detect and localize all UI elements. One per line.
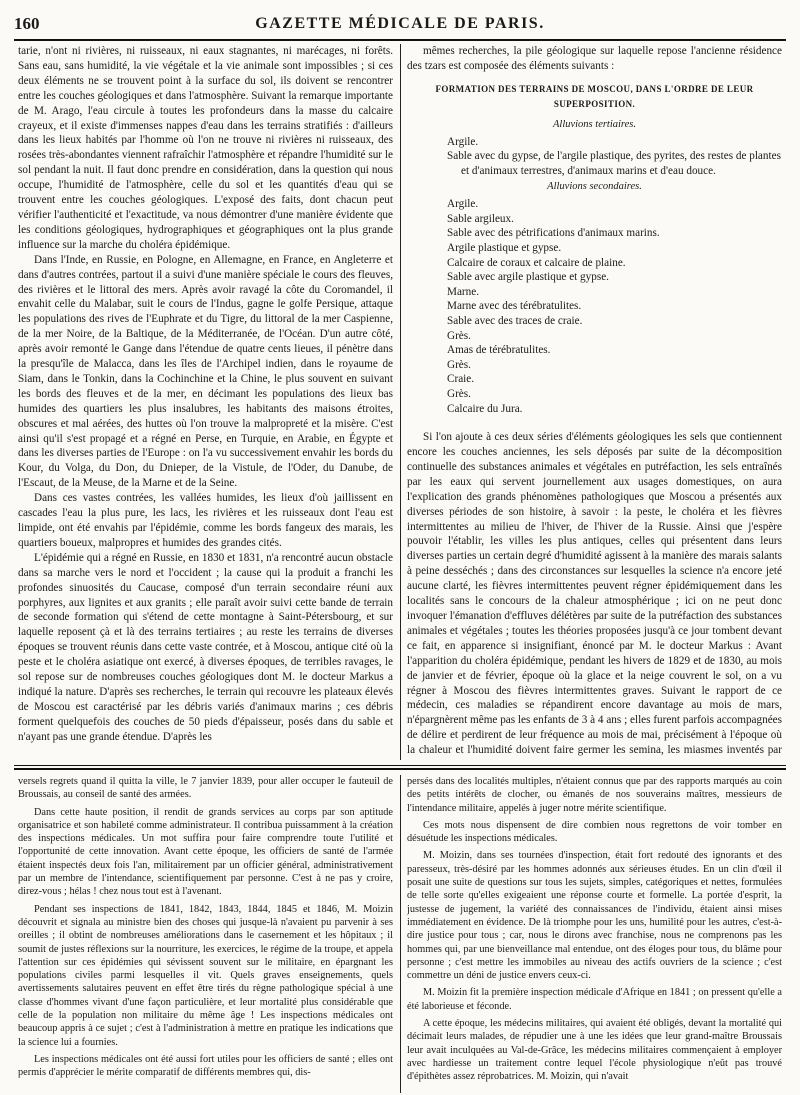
paragraph: M. Moizin, dans ses tournées d'inspection, était fort redouté des ignorants et des paresseux, très-désiré par les hommes adonnés aux sérieuses études. En un clin d'œil il posait une suite de questions sur tous les sujets, simples, catégoriques et nettes, formulées de telle sorte qu'elles exigeaient une réponse courte et formelle. La portée d'esprit, la justesse de jugement, la variété des connaissances de l'individu, étaient ainsi mises immédiatement en évidence. De là triomphe pour les uns, humilité pour les autres, c'est-à-dire justice pour tous ; car, nous le dirons avec franchise, nous ne comprenons pas les hommes qui, par une bienveillance mal entendue, ont des éloges pour tous, du blâme pour personne ; c'est mettre les immobiles au niveau des actifs ouvriers de la science ; c'est commettre un déni de justice envers ceux-ci. (407, 850, 782, 982)
paragraph: M. Moizin fit la première inspection médicale d'Afrique en 1841 ; on pressent qu'elle a été laborieuse et féconde. (407, 987, 782, 1012)
header-rule (14, 39, 786, 41)
list-item: Grès. (447, 329, 471, 342)
list-item: Marne. (447, 285, 479, 298)
table-title: FORMATION DES TERRAINS DE MOSCOU, DANS L'ORDRE DE LEUR SUPERPOSITION. (435, 83, 754, 109)
list-item: Calcaire de coraux et calcaire de plaine. (447, 256, 626, 269)
list-item: Argile. (447, 135, 479, 148)
journal-title: GAZETTE MÉDICALE DE PARIS. (255, 15, 545, 32)
list-item: Sable avec des traces de craie. (447, 314, 583, 327)
bottom-left-column (18, 775, 393, 1093)
paragraph: Ces mots nous dispensent de dire combien nous regrettons de voir tomber en désuétude les inspections médicales. (407, 819, 782, 845)
column-divider (400, 775, 401, 1093)
list-item: Argile plastique et gypse. (447, 242, 562, 254)
paragraph: L'épidémie qui a régné en Russie, en 1830 et 1831, n'a rencontré aucun obstacle dans sa marche vers le nord et l'occident ; la cause qui la produit a franchi les profondes sinuosités du Caucase, composé d'un terrain secondaire réuni aux porphyres, aux lignites et aux granits ; elle paraît avoir suivi cette bande de terrain de seconde formation qui s'étend de cette montagne à Saint-Pétersbourg, et sur laquelle reposent çà et là des terrains tertiaires ; au reste les terrains de diverses époques se trouvent réunis dans cette vaste contrée, et à Moscou, antique cité où la peste et le choléra asiatique ont exercé, à diverses époques, de terribles ravages, le sol repose sur de nombreuses couches géologiques dont M. le docteur Markus a indiqué la nature. D'après ses recherches, le terrain qui recouvre les plateaux élevés de Moscou est caractérisé par les débris variés d'animaux marins ; ces débris forment quelquefois des couches de 50 pieds d'épaisseur, posés dans du sable et n'ayant pas une grande étendue. D'après les (18, 551, 393, 743)
page-header (14, 14, 786, 36)
list-item: Sable argileux. (447, 212, 514, 225)
table-subheading: Alluvions tertiaires. (552, 118, 637, 130)
paragraph: Les inspections médicales ont été aussi fort utiles pour les officiers de santé ; elles ont permis d'apprécier le mérite comparatif de différents membres qui, dis- (18, 1053, 393, 1079)
paragraph: versels regrets quand il quitta la ville, le 7 janvier 1839, pour aller occuper le fauteuil de Broussais, au conseil de santé des armées. (18, 776, 393, 801)
paragraph: A cette époque, les médecins militaires, qui avaient été obligés, devant la mortalité qui décimait leurs malades, de répudier une à une les idées que leur grand-maître Broussais leur avait inculquées au Val-de-Grâce, les médecins militaires commençaient à employer avec hardiesse un traitement contre lequel l'école physiologique n'eût pas trouvé d'épithètes assez réprobatrices. M. Moizin, qui n'avait (407, 1018, 782, 1083)
list-item: Sable avec des pétrifications d'animaux marins. (447, 227, 660, 240)
list-item: Grès. (447, 387, 471, 400)
paragraph: Si l'on ajoute à ces deux séries d'éléments géologiques les sels que contiennent encore les couches anciennes, les sels déposés par suite de la décomposition continuelle des substances animales et végétales en putréfaction, les sels entraînés par les eaux qui servent journellement aux usages domestiques, on aura l'explication des grands phénomènes pathologiques que Moscou a présentés aux diverses périodes de son histoire, à savoir : la peste, le choléra et les fièvres intermittentes au milieu de l'hiver, de l'hiver de la Russie. Ainsi que j'espère pouvoir l'établir, les villes les plus antiques, celles qui présentent dans leurs diverses parties un certain degré d'humidité agissent à la manière des marais salants à peine desséchés ; dans des circonstances sur lesquelles la science n'a encore jeté aucune clarté, les fièvres intermittentes peuvent régner épidémiquement dans les localités sans le concours de la chaleur atmosphérique ; ici on ne peut donc invoquer l'émanation d'effluves délétères par suite de la putréfaction des substances animales et végétales ; toutes les théories proposées jusqu'à ce jour tombent devant ce fait, en apparence si insignifiant, énoncé par M. le docteur Markus : Avant l'apparition du choléra épidémique, pendant les hivers de 1829 et de 1830, au mois de janvier et de février, époque où la glace et la neige couvrent le sol, on a vu régner à Moscou des fièvres intermittentes graves. Suivant le rapport de ce médecin, ces maladies se répandirent encore davantage au mois de mars, n'épargnèrent même pas les enfants de 3 à 4 ans ; elles furent parfois accompagnées de délire et perdirent de leur fréquence au mois de mai, précisément à l'époque où la chaleur et l'humidité doivent faire germer les semina, les miasmes inventés par (407, 431, 782, 757)
paragraph: Dans cette haute position, il rendit de grands services au corps par son aptitude organisatrice et son habileté comme administrateur. Il contribua puissamment à la création des inspections médicales. Un mot suffira pour faire comprendre toute l'utilité et l'opportunité de cette innovation. Avant cette époque, les officiers de santé de l'armée étaient inspectés deux fois l'an, militairement par un officier général, administrativement par un membre de l'intendance, scientifiquement par personne. C'est à ne pas y croire, direz-vous ; hélas ! chez nous tout est à l'avenant. (18, 806, 393, 898)
list-item: Amas de térébratulites. (447, 344, 551, 357)
paragraph: persés dans des localités multiples, n'étaient connus que par des rapports marqués au coin des petits intérêts de clocher, ou émanés de nos souverains maîtres, messieurs de l'intendance militaire, appelés à juger notre mérite scientifique. (407, 776, 782, 814)
list-item: Marne avec des térébratulites. (447, 300, 582, 313)
column-divider (400, 44, 401, 760)
list-item: Sable avec du gypse, de l'argile plastique, des pyrites, des restes de plantes et d'animaux terrestres, d'animaux marins et d'eau douce. (447, 150, 781, 177)
bottom-right-column (407, 775, 782, 1093)
spacer (407, 416, 782, 430)
paragraph: Pendant ses inspections de 1841, 1842, 1843, 1844, 1845 et 1846, M. Moizin découvrit et signala au ministre bien des choses qui jusque-là n'avaient pu parvenir à ses oreilles ; il obtint de nombreuses améliorations dans le casernement et les hôpitaux ; il soumit de justes réflexions sur la nourriture, les exercices, le régime de la troupe, et appela l'attention sur ces épidémies qui sévissent souvent sur le militaire, en épargnant les populations civiles parmi lesquelles il vit. Quels graves enseignements, quels avertissements salutaires peuvent en effet être tirés du règne pathologique spécial à une classe d'hommes vivant d'une façon particulière, et leur mortalité plus considérable que celle de la population non militaire du même âge ! Les inspections médicales ont beaucoup appris à ce sujet ; c'est à l'administration à mettre en pratique les indications que la science lui a fournies. (18, 903, 393, 1048)
section-rule (14, 768, 786, 770)
paragraph: Dans l'Inde, en Russie, en Pologne, en Allemagne, en France, en Angleterre et dans d'autres contrées, partout il a suivi d'une manière spéciale le cours des fleuves, des rivières et le littoral des mers. Après avoir ravagé la côte du Coromandel, il envahit celle du Malabar, suit le cours de l'Indus, gagne le golfe Persique, attaque les populations des rives de l'Euphrate et du Tigre, du littoral de la mer Caspienne, de la mer Noire, de la Baltique, de la Méditerranée, de l'Océan. D'un autre côté, après avoir remonté le Gange dans l'étendue de quatre cents lieues, il pénètre dans la presqu'île de Malacca, dans les îles de l'Archipel indien, dans le royaume de Siam, dans le Tonkin, dans la Cochinchine et la Chine, le plus souvent en suivant les bords des fleuves et de la mer, en décimant les populations des lieux bas humides des quartiers les plus insalubres, les habitants des maisons étroites, obscures et mal aérées, des huttes où l'on trouve la malpropreté et la misère. C'est ainsi qu'il s'est propagé et a régné en Perse, en Turquie, en Arabie, en Égypte et dans les diverses parties de l'Europe : on l'a vu successivement envahir les bords du Kour, du Volga, du Don, du Dnieper, de la Vistule, de l'Oder, du Danube, de l'Escaut, de la Meuse, de la Marne et de la Seine. (18, 253, 393, 490)
section-rule (14, 765, 786, 766)
page-number: 160 (14, 14, 40, 33)
list-item: Argile. (447, 198, 479, 211)
paragraph: mêmes recherches, la pile géologique sur laquelle repose l'ancienne résidence des tzars est composée des éléments suivants : (407, 45, 782, 72)
list-item: Craie. (447, 373, 475, 386)
table-subheading: Alluvions secondaires. (547, 181, 642, 193)
top-right-column (407, 44, 782, 760)
top-left-column (18, 44, 393, 760)
paragraph: tarie, n'ont ni rivières, ni ruisseaux, ni eaux stagnantes, ni marécages, ni forêts. Sans eau, sans humidité, la vie végétale et la vie animale sont impossibles ; si ces deux éléments ne se trouvent point à la surface du sol, ils doivent se rencontrer entre les couches géologiques et dans l'atmosphère. Suivant la remarque importante de M. Arago, l'eau circule à toutes les profondeurs dans la masse du calcaire crayeux, et il existe d'immenses nappes d'eau dans les terrains stratifiés : d'ailleurs dans les lieux habités par l'homme où l'on ne trouve ni rivières ni ruisseaux, des rosées très-abondantes viennent rafraîchir l'atmosphère et répandre l'humidité sur le sol pendant la nuit. Il faut donc prendre en considération, dans la question qui nous occupe, l'humidité de l'atmosphère, celle du sol et les quantités d'eau qui se trouvent entre les couches géologiques. L'exposé des faits, dont chacun peut vérifier l'authenticité et l'exactitude, va nous démontrer d'une manière évidente que les conditions géologiques, hydrographiques et géographiques ont la plus grande influence sur la marche du choléra épidémique. (18, 45, 393, 251)
list-item: Grès. (447, 358, 471, 371)
paragraph: Dans ces vastes contrées, les vallées humides, les lieux d'où jaillissent en cascades l'eau la plus pure, les lacs, les rivières et les ruisseaux dont l'eau est limpide, ont été envahis par l'épidémie, comme les bords fangeux des marais, les quartiers boueux, malpropres et humides des grandes cités. (18, 492, 393, 549)
list-item: Sable avec argile plastique et gypse. (447, 271, 609, 284)
list-item: Calcaire du Jura. (447, 402, 523, 415)
